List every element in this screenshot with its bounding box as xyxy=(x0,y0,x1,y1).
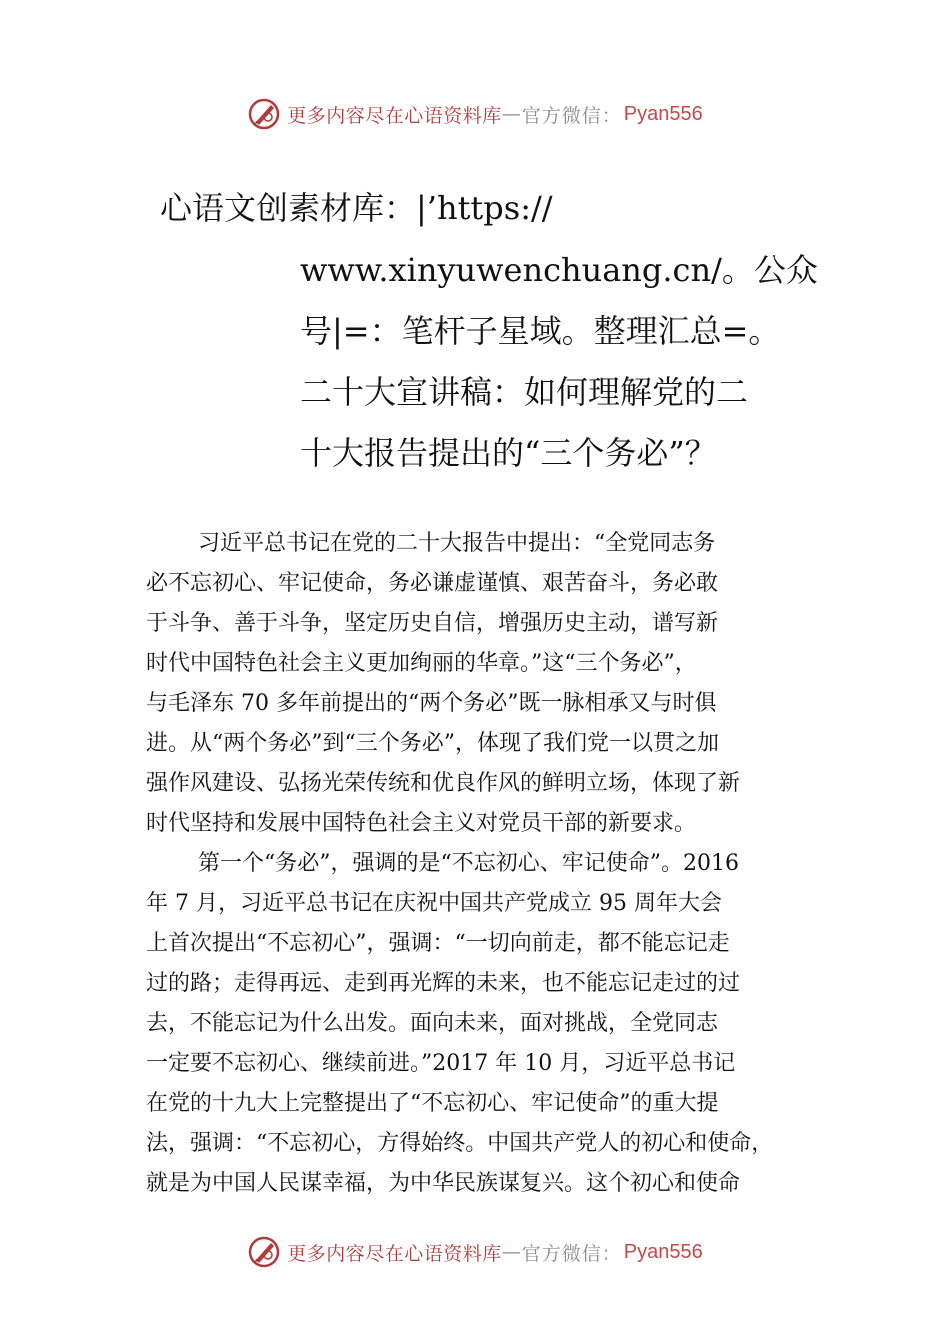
banner-dash: — xyxy=(501,103,522,125)
footer-watermark-banner xyxy=(0,1232,950,1272)
body-line: 在党的十九大上完整提出了“不忘初心、牢记使命”的重大提 xyxy=(146,1091,719,1116)
body-line: 去，不能忘记为什么出发。面向未来，面对挑战，全党同志 xyxy=(146,1011,719,1036)
banner-wechat-id: Pyan556 xyxy=(623,1240,703,1263)
banner-wechat-label: 官方微信： xyxy=(521,104,622,127)
body-line: 于斗争、善于斗争，坚定历史自信，增强历史主动，谱写新 xyxy=(146,611,719,636)
body-line: 年 7 月，习近平总书记在庆祝中国共产党成立 95 周年大会 xyxy=(146,891,722,916)
body-line: 第一个“务必”，强调的是“不忘初心、牢记使命”。2016 xyxy=(198,851,739,876)
banner-dash: — xyxy=(501,1241,522,1263)
title-line-4: 二十大宣讲稿：如何理解党的二 xyxy=(300,373,749,411)
body-line: 时代坚持和发展中国特色社会主义对党员干部的新要求。 xyxy=(146,811,697,836)
body-line: 进。从“两个务必”到“三个务必”，体现了我们党一以贯之加 xyxy=(146,731,719,756)
body-line: 习近平总书记在党的二十大报告中提出：“全党同志务 xyxy=(198,531,716,556)
banner-site-text: 更多内容尽在心语资料库 xyxy=(287,1242,502,1265)
body-line: 必不忘初心、牢记使命，务必谦虚谨慎、艰苦奋斗，务必敢 xyxy=(146,571,719,596)
title-line-1: 心语文创素材库：|’https:// xyxy=(160,189,553,227)
banner-wechat-id: Pyan556 xyxy=(623,102,703,125)
body-line: 与毛泽东 70 多年前提出的“两个务必”既一脉相承又与时俱 xyxy=(146,691,717,716)
banner-site-text: 更多内容尽在心语资料库 xyxy=(287,104,502,127)
body-line: 就是为中国人民谋幸福，为中华民族谋复兴。这个初心和使命 xyxy=(146,1171,741,1196)
body-paragraphs xyxy=(146,524,832,1204)
pen-circle-logo-icon xyxy=(247,97,281,131)
body-line: 法，强调：“不忘初心，方得始终。中国共产党人的初心和使命， xyxy=(146,1131,774,1156)
pen-circle-logo-icon xyxy=(247,1235,281,1269)
body-line: 一定要不忘初心、继续前进。”2017 年 10 月，习近平总书记 xyxy=(146,1051,736,1076)
body-line: 上首次提出“不忘初心”，强调：“一切向前走，都不能忘记走 xyxy=(146,931,730,956)
body-line: 强作风建设、弘扬光荣传统和优良作风的鲜明立场，体现了新 xyxy=(146,771,741,796)
title-line-3: 号|=：笔杆子星域。整理汇总=。 xyxy=(300,312,781,350)
body-line: 过的路；走得再远、走到再光辉的未来，也不能忘记走过的过 xyxy=(146,971,741,996)
banner-wechat-label: 官方微信： xyxy=(521,1242,622,1265)
title-line-2: www.xinyuwenchuang.cn/。公众 xyxy=(300,251,818,289)
body-line: 时代中国特色社会主义更加绚丽的华章。”这“三个务必”， xyxy=(146,651,697,676)
header-watermark-banner xyxy=(0,94,950,134)
title-line-5: 十大报告提出的“三个务必”？ xyxy=(300,434,717,472)
